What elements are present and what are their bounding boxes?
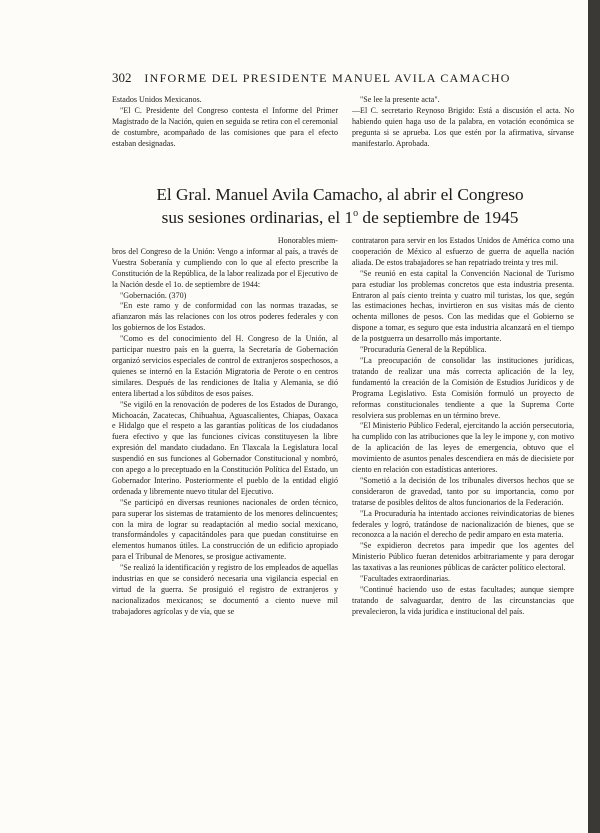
page-number: 302 xyxy=(112,70,132,85)
title-ordinal: o xyxy=(353,208,359,219)
body-paragraph: contrataron para servir en los Estados Unidos de América como una cooperación de México al esfuerzo de guerra de aquella nación aliada. De estos trabajadores se han repatriado treinta y tres mil. xyxy=(352,236,574,267)
salutation: Honorables miem- xyxy=(277,236,338,245)
body-paragraph: "Se realizó la identificación y registro de los empleados de aquellas industrias en que se consideró necesaria una vigilancia especial en virtud de la guerra. Se prosiguió el registro de extranjeros y nacionalizados mexicanos; se documentó a ciento nueve mil trabajadores agrícolas y de vía, que se xyxy=(112,563,338,616)
body-paragraph: "El Ministerio Público Federal, ejercitando la acción persecutoria, ha cumplido con las atribuciones que la ley le impone y, con motivo de la aplicación de las leyes de emergencia, obtuvo que el movimiento de asuntos penales descendiera en más de diecisiete por ciento en relación con estadísticas anteriores. xyxy=(352,421,574,475)
body-right-column xyxy=(352,236,574,618)
section-heading: "Gobernación. (370) xyxy=(120,290,187,300)
preface-paragraph: "Se lee la presente acta". xyxy=(360,95,440,104)
preface-paragraph: Estados Unidos Mexicanos. xyxy=(112,95,202,104)
title-line-2 xyxy=(100,204,580,227)
running-header xyxy=(112,70,552,86)
preface-paragraph: —El C. secretario Reynoso Brigido: Está a discusión el acta. No habiendo quien haga uso de la palabra, en votación económica se pregunta si se aprueba. Los que estén por la afirmativa, sírvanse manifestarlo. Aprobada. xyxy=(352,105,574,148)
section-heading: "Facultades extraordinarias. xyxy=(360,574,450,584)
body-paragraph: "Se vigiló en la renovación de poderes de los Estados de Durango, Michoacán, Zacatecas, Chihuahua, Aguascalientes, Chiapas, Oaxaca e Hidalgo que el respeto a las garantías políticas de los ciudadanos fuera efectivo y que las funciones cívicas constituyesen la libre expresión del mandato ciudadano. En Tlaxcala la Legislatura local suspendió en sus funciones al Gobernador Constitucional y nombró, con apego a lo preceptuado en la Constitución Política del Estado, un Gobernador Interino. Posteriormente el pueblo de la entidad eligió ordenada y libremente nuevo titular del Ejecutivo. xyxy=(112,399,338,496)
title-line-2-end: de septiembre de 1945 xyxy=(358,207,519,227)
body-paragraph: "En este ramo y de conformidad con las normas trazadas, se afianzaron más las relaciones con los otros poderes federales y con los gobiernos de los Estados. xyxy=(112,301,338,333)
body-paragraph: "Continué haciendo uso de estas facultades; aunque siempre tratando de salvaguardar, dentro de las circunstancias que prevalecieron, la vida jurídica e institucional del país. xyxy=(352,585,574,616)
section-heading: "Procuraduría General de la República. xyxy=(360,345,487,355)
title-line-1: El Gral. Manuel Avila Camacho, al abrir el Congreso xyxy=(156,185,524,204)
body-paragraph: "La Procuraduría ha intentado acciones reivindicatorias de bienes federales y logró, tratándose de nacionalización de bienes, que se reconozca a la nación el derecho de pedir amparo en esta materia. xyxy=(352,508,574,540)
preface-left-column xyxy=(112,95,338,150)
body-paragraph: "Se expidieron decretos para impedir que los agentes del Ministerio Público fueran detenidos arbitrariamente y para derogar las taxativas a las reuniones públicas de carácter político electoral. xyxy=(352,541,574,573)
body-paragraph: "La preocupación de consolidar las instituciones jurídicas, tratando de realizar una más correcta aplicación de la ley, fundamentó la creación de la Comisión de Estudios Jurídicos y de Programa Legislativo. Esta Comisión formuló un proyecto de reformas constitucionales tendiente a que la Suprema Corte resolviera sus problemas en un término breve. xyxy=(352,355,574,420)
body-left-column xyxy=(112,236,338,618)
body-paragraph: "Se reunió en esta capital la Convención Nacional de Turismo para estudiar los problemas concretos que esta industria presenta. Entraron al país ciento treinta y cuatro mil turistas, los que, según las estimaciones hechas, invirtieron en sus visitas más de ciento ochenta millones de pesos. Con las medidas que el Gobierno se dispone a tomar, es seguro que esta industria alcanzará en el tiempo de la postguerra un desarrollo más importante. xyxy=(352,268,574,344)
title-line-2-start: sus sesiones ordinarias, el 1 xyxy=(161,207,354,227)
preface-paragraph: "El C. Presidente del Congreso contesta el Informe del Primer Magistrado de la Nación, quien en seguida se retira con el ceremonial de costumbre, acompañado de las comisiones que para el efecto estaban designadas. xyxy=(112,105,338,148)
preface-right-column xyxy=(352,95,574,150)
body-paragraph: bros del Congreso de la Unión: Vengo a informar al país, a través de Vuestra Soberanía y cumpliendo con lo que al efecto prescribe la Constitución de la República, de la labor realizada por el Ejecutivo de la Nación desde el 1o. de septiembre de 1944: xyxy=(112,246,338,289)
running-title: INFORME DEL PRESIDENTE MANUEL AVILA CAMACHO xyxy=(144,71,511,85)
page-edge-shadow xyxy=(588,0,600,833)
body-paragraph: "Como es del conocimiento del H. Congreso de la Unión, al participar nuestro país en la guerra, la Secretaría de Gobernación organizó servicios especiales de control de extranjeros sospechosos, a quienes se internó en la Estación Migratoria de Perote o en centros similares. Después de las rendiciones de Italia y Alemania, se dió entera libertad a los súbditos de esos países. xyxy=(112,334,338,398)
body-paragraph: "Sometió a la decisión de los tribunales diversos hechos que se consideraron de gravedad, tanto por su importancia, como por tratarse de posibles delitos de altos funcionarios de la Federación. xyxy=(352,475,574,507)
body-paragraph: "Se participó en diversas reuniones nacionales de orden técnico, para superar los sistemas de tratamiento de los menores delincuentes; con la mira de lograr su readaptación al medio social mexicano, transformándoles y capacitándoles para que puedan constituirse en elementos humanos útiles. La construcción de un edificio apropiado para el Tribunal de Menores, se prosigue activamente. xyxy=(112,497,338,562)
section-title xyxy=(100,185,580,227)
